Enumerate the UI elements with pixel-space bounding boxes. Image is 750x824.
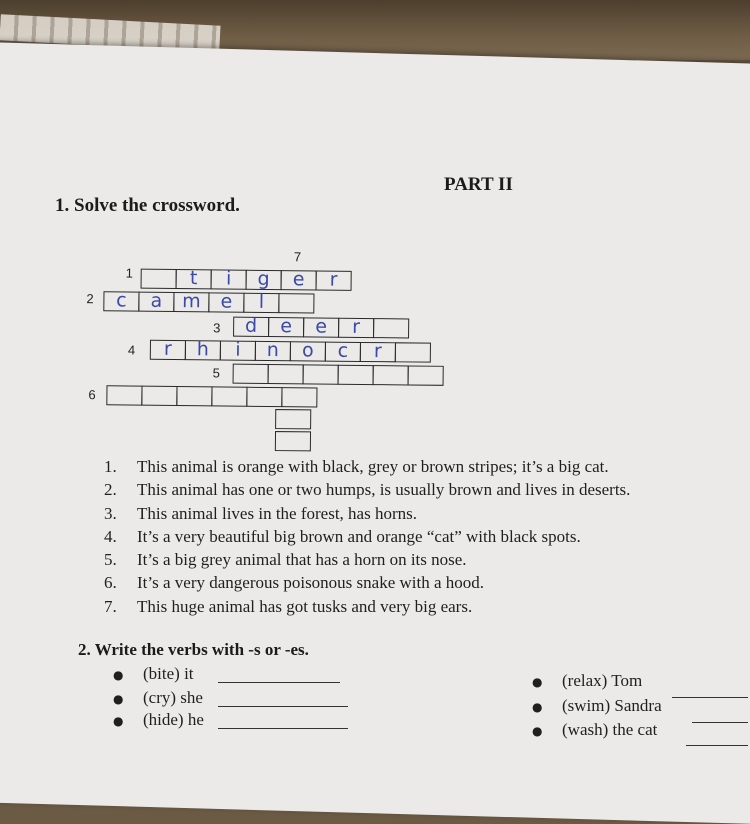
verb-item: ● (bite) it [113,664,194,683]
clue-number-3: 3 [213,320,221,336]
answer-letter: e [280,315,293,338]
verb-item: ● (cry) she [113,688,203,707]
answer-letter: r [329,268,338,291]
answer-letter: c [116,289,127,312]
answer-letter: t [189,267,198,290]
answer-letter: e [292,268,305,291]
answer-blank[interactable] [218,682,340,683]
crossword-cell[interactable] [275,431,311,451]
crossword-cell[interactable] [275,409,311,429]
crossword-cell[interactable] [395,342,431,362]
crossword-cell[interactable] [141,386,177,406]
answer-letter: e [315,315,328,338]
verb-item: ● (hide) he [113,710,204,729]
answer-letter: r [352,315,361,338]
answer-letter: h [196,338,210,361]
part-heading: PART II [444,174,513,195]
clue-number-1: 1 [125,265,134,281]
bullet-icon: ● [113,714,124,728]
answer-letter: e [220,290,233,313]
verb-item: ● (swim) Sandra [532,696,662,715]
crossword-cell[interactable] [141,269,177,289]
bullet-icon: ● [113,668,124,682]
crossword-cell[interactable] [211,386,247,406]
answer-letter: i [225,267,232,290]
clue-item: 1. This animal is orange with black, grey or brown stripes; it’s a big cat. [104,457,609,476]
clue-number-2: 2 [86,291,94,307]
crossword-cell[interactable] [268,364,304,384]
answer-letter: l [258,290,265,313]
answer-letter: i [235,338,241,361]
bullet-icon: ● [113,692,124,706]
bullet-icon: ● [532,724,543,738]
answer-letter: d [245,314,258,337]
crossword-cell[interactable] [373,365,409,385]
clue-number-5: 5 [212,365,220,381]
crossword-cell[interactable] [303,364,339,384]
clue-item: 3. This animal lives in the forest, has horns. [104,503,417,523]
clue-number-4: 4 [127,342,136,358]
crossword-cell[interactable] [106,385,142,405]
answer-letter: r [373,340,382,363]
answer-letter: m [182,290,201,313]
task1-title: 1. Solve the crossword. [55,195,240,216]
crossword-cell[interactable] [408,365,444,385]
answer-letter: r [163,337,172,360]
crossword-cell[interactable] [373,318,409,338]
clue-list [104,455,750,618]
task2-title: 2. Write the verbs with -s or -es. [78,640,309,659]
answer-blank[interactable] [672,697,748,698]
answer-blank[interactable] [686,745,748,746]
answer-blank[interactable] [692,722,748,723]
answer-letter: g [257,267,270,290]
crossword-cell[interactable] [338,365,374,385]
crossword-cell[interactable] [176,386,212,406]
answer-letter: n [266,338,280,362]
clue-item: 2. This animal has one or two humps, is usually brown and lives in deserts. [104,480,631,500]
crossword-cell[interactable] [246,387,282,407]
bullet-icon: ● [532,700,543,714]
clue-item: 4. It’s a very beautiful big brown and orange “cat” with black spots. [104,526,581,546]
crossword-cell[interactable] [278,293,314,313]
answer-letter: o [301,339,314,362]
answer-letter: c [337,339,349,362]
answer-blank[interactable] [218,706,348,707]
crossword-cell[interactable] [233,364,269,384]
clue-item: 6. It’s a very dangerous poisonous snake with a hood. [104,573,485,593]
verb-item: ● (wash) the cat [532,720,658,739]
verb-item: ● (relax) Tom [532,671,643,690]
clue-number-7: 7 [293,249,302,265]
answer-letter: a [150,289,163,312]
bullet-icon: ● [532,675,543,689]
clue-number-6: 6 [88,387,96,403]
crossword-cell[interactable] [281,387,317,407]
clue-item: 7. This huge animal has got tusks and very big ears. [104,596,473,616]
clue-item: 5. It’s a big grey animal that has a horn on its nose. [104,550,467,570]
answer-blank[interactable] [218,728,348,729]
